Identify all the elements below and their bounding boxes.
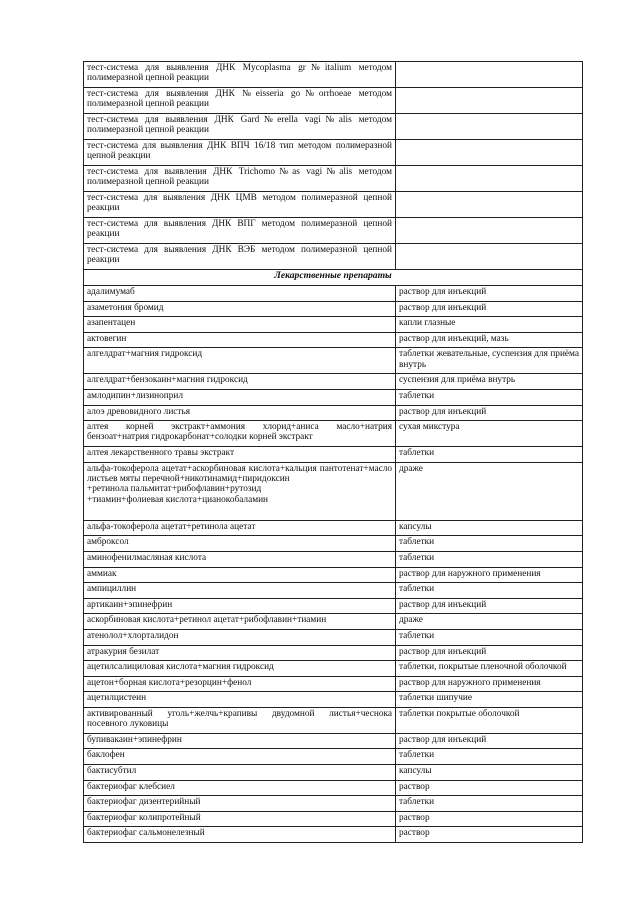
drug-name-cell: алгелдрат+магния гидроксид <box>84 348 396 374</box>
drug-form-cell: раствор <box>396 780 583 796</box>
drug-form-cell: суспензия для приёма внутрь <box>396 374 583 390</box>
table-row <box>84 348 583 374</box>
drug-name-cell: алгелдрат+бензокаин+магния гидроксид <box>84 374 396 390</box>
drug-form-cell: раствор <box>396 827 583 843</box>
table-row <box>84 166 583 192</box>
table-row <box>84 707 583 733</box>
drug-form-cell: раствор для наружного применения <box>396 676 583 692</box>
drug-form-cell: таблетки <box>396 536 583 552</box>
drug-form-cell: раствор <box>396 811 583 827</box>
drug-name-cell: атракурия безилат <box>84 645 396 661</box>
drug-name-cell: амлодипин+лизиноприл <box>84 389 396 405</box>
drug-form-cell: таблетки <box>396 389 583 405</box>
table-row <box>84 692 583 708</box>
empty-cell <box>396 88 583 114</box>
drug-name-cell: бактериофаг дизентерийный <box>84 796 396 812</box>
empty-cell <box>396 62 583 88</box>
table-row <box>84 811 583 827</box>
drug-form-cell: драже <box>396 614 583 630</box>
drug-form-cell: капсулы <box>396 520 583 536</box>
drug-name-cell: актовегин <box>84 332 396 348</box>
test-name-cell: тест-система для выявления ДНК ВПГ методом полимеразной цепной реакции <box>84 218 396 244</box>
drug-name-cell: активированный уголь+желчь+крапивы двудомной листья+чеснока посевного луковицы <box>84 707 396 733</box>
table-row <box>84 520 583 536</box>
table-row <box>84 88 583 114</box>
empty-cell <box>396 166 583 192</box>
drug-name-cell: атенолол+хлорталидон <box>84 629 396 645</box>
drug-form-cell: таблетки покрытые оболочкой <box>396 707 583 733</box>
drug-name-cell: аммиак <box>84 567 396 583</box>
table-row <box>84 749 583 765</box>
drug-name-line: альфа-токоферола ацетат+аскорбиновая кислота+кальция пантотенат+масло листьев мяты перечной+никотинамид+пиридоксин <box>87 463 392 485</box>
drug-name-cell: ацетилцистеин <box>84 692 396 708</box>
test-name-cell: тест-система для выявления ДНК ВПЧ 16/18 тип методом полимеразной цепной реакции <box>84 140 396 166</box>
table-row <box>84 389 583 405</box>
table-row <box>84 796 583 812</box>
drug-name-line: +ретинола пальмитат+рибофлавин+рутозид <box>87 484 262 495</box>
drug-name-cell: артикаин+эпинефрин <box>84 598 396 614</box>
table-row <box>84 332 583 348</box>
drug-name-cell: алтея корней экстракт+аммония хлорид+аниса масло+натрия бензоат+натрия гидрокарбонат+солодки корней экстракт <box>84 421 396 447</box>
table-row <box>84 286 583 302</box>
table-row <box>84 62 583 88</box>
table-row <box>84 447 583 463</box>
section-header-row <box>84 270 583 286</box>
drug-form-cell: раствор для инъекций <box>396 598 583 614</box>
drug-form-cell: раствор для инъекций <box>396 645 583 661</box>
test-name-cell: тест-система для выявления ДНК Gard№erella vagi№alis методом полимеразной цепной реакции <box>84 114 396 140</box>
test-name-cell: тест-система для выявления ДНК Trichomo№as vagi№alis методом полимеразной цепной реакции <box>84 166 396 192</box>
drug-form-cell: таблетки шипучие <box>396 692 583 708</box>
drug-form-cell: раствор для инъекций <box>396 405 583 421</box>
table-row <box>84 765 583 781</box>
table-row <box>84 629 583 645</box>
drug-name-cell: бактериофаг колипротейный <box>84 811 396 827</box>
drug-name-cell: баклофен <box>84 749 396 765</box>
drug-name-cell: бактисубтил <box>84 765 396 781</box>
drug-name-cell: аминофенилмасляная кислота <box>84 551 396 567</box>
table-row <box>84 421 583 447</box>
drug-name-line: +тиамин+фолиевая кислота+цианокобаламин <box>87 494 269 505</box>
test-name-cell: тест-система для выявления ДНК Mycoplasma gr№italium методом полимеразной цепной реакции <box>84 62 396 88</box>
table-row <box>84 598 583 614</box>
drug-name-cell: алтея лекарственного травы экстракт <box>84 447 396 463</box>
table-row <box>84 733 583 749</box>
drug-form-cell: таблетки <box>396 551 583 567</box>
table-row <box>84 551 583 567</box>
table-row <box>84 244 583 270</box>
table-row <box>84 536 583 552</box>
empty-cell <box>396 140 583 166</box>
drug-name-cell: бактериофаг сальмонелезный <box>84 827 396 843</box>
drug-form-cell: капли глазные <box>396 317 583 333</box>
table-row <box>84 567 583 583</box>
table-row <box>84 614 583 630</box>
test-name-cell: тест-система для выявления ДНК ЦМВ методом полимеразной цепной реакции <box>84 192 396 218</box>
drug-form-cell: раствор для инъекций <box>396 301 583 317</box>
drug-form-cell: таблетки <box>396 583 583 599</box>
section-title: Лекарственные препараты <box>84 270 583 286</box>
table-row <box>84 374 583 390</box>
drug-form-cell: раствор для инъекций <box>396 286 583 302</box>
drug-name-cell: альфа-токоферола ацетат+ретинола ацетат <box>84 520 396 536</box>
empty-cell <box>396 114 583 140</box>
drug-name-cell: бактериофаг клебсиел <box>84 780 396 796</box>
table-row <box>84 827 583 843</box>
drug-name-cell: адалимумаб <box>84 286 396 302</box>
drug-form-cell: раствор для наружного применения <box>396 567 583 583</box>
drug-name-cell: азаметония бромид <box>84 301 396 317</box>
drug-name-cell: ацетилсалициловая кислота+магния гидроксид <box>84 661 396 677</box>
drug-name-cell: амброксол <box>84 536 396 552</box>
table-row <box>84 583 583 599</box>
drug-name-cell: ампициллин <box>84 583 396 599</box>
table-row <box>84 780 583 796</box>
drug-name-cell: азапентацен <box>84 317 396 333</box>
drug-form-cell: таблетки <box>396 749 583 765</box>
table-row <box>84 462 583 520</box>
drug-form-cell: таблетки <box>396 796 583 812</box>
test-name-cell: тест-система для выявления ДНК №eisseria go№orrhoeae методом полимеразной цепной реакции <box>84 88 396 114</box>
drug-name-cell: бупивакаин+эпинефрин <box>84 733 396 749</box>
table-row <box>84 301 583 317</box>
empty-cell <box>396 192 583 218</box>
drug-form-cell: драже <box>396 462 583 520</box>
drug-form-cell: таблетки <box>396 629 583 645</box>
empty-cell <box>396 244 583 270</box>
empty-cell <box>396 218 583 244</box>
drug-form-cell: раствор для инъекций <box>396 733 583 749</box>
drug-form-cell: таблетки, покрытые пленочной оболочкой <box>396 661 583 677</box>
drug-form-cell: таблетки жевательные, суспензия для приёма внутрь <box>396 348 583 374</box>
drug-form-cell: таблетки <box>396 447 583 463</box>
table-row <box>84 192 583 218</box>
table-row <box>84 114 583 140</box>
table-row <box>84 645 583 661</box>
drug-form-cell: раствор для инъекций, мазь <box>396 332 583 348</box>
table-row <box>84 676 583 692</box>
document-page <box>83 61 582 843</box>
table-row <box>84 405 583 421</box>
table-row <box>84 317 583 333</box>
drug-name-cell <box>84 462 396 520</box>
table-row <box>84 218 583 244</box>
drug-form-cell: сухая микстура <box>396 421 583 447</box>
table-row <box>84 661 583 677</box>
drug-name-cell: аскорбиновая кислота+ретинол ацетат+рибофлавин+тиамин <box>84 614 396 630</box>
drug-form-cell: капсулы <box>396 765 583 781</box>
drug-name-cell: ацетон+борная кислота+резорцин+фенол <box>84 676 396 692</box>
table-row <box>84 140 583 166</box>
test-name-cell: тест-система для выявления ДНК ВЭБ методом полимеразной цепной реакции <box>84 244 396 270</box>
drug-name-cell: алоэ древовидного листья <box>84 405 396 421</box>
drug-list-table <box>83 61 583 843</box>
